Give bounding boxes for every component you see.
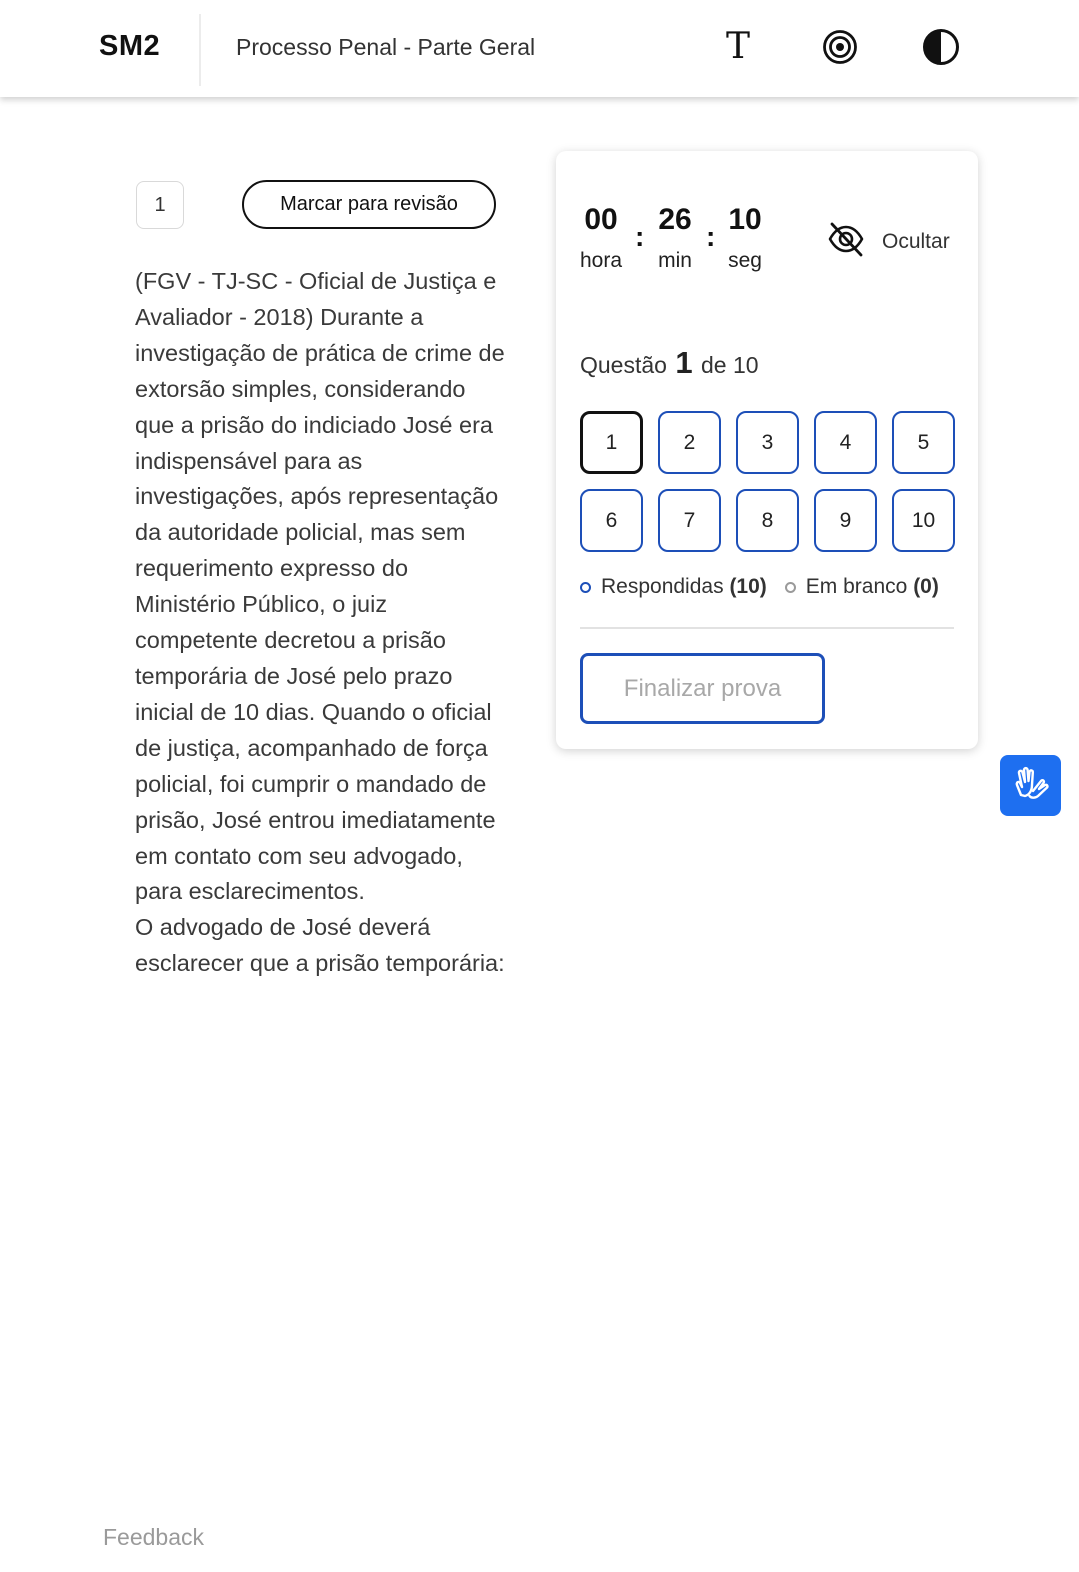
contrast-icon[interactable] (918, 24, 964, 70)
question-nav-button[interactable]: 3 (736, 411, 799, 474)
legend-answered-label: Respondidas (601, 575, 724, 598)
exam-panel (556, 151, 978, 749)
timer-seconds (722, 205, 768, 273)
question-paragraph: O advogado de José deverá esclarecer que a prisão temporária: (135, 914, 505, 977)
libras-accessibility-button[interactable] (1000, 755, 1061, 816)
question-nav-button[interactable]: 5 (892, 411, 955, 474)
finish-exam-button[interactable]: Finalizar prova (580, 653, 825, 724)
counter-suffix: de 10 (700, 352, 759, 378)
question-number-box: 1 (136, 181, 184, 229)
app-logo[interactable]: SM2 (99, 30, 161, 62)
timer-hours-value: 00 (584, 203, 618, 236)
header-divider (199, 14, 201, 86)
eye-off-icon (826, 219, 866, 264)
question-nav-button[interactable]: 8 (736, 489, 799, 552)
blank-dot-icon (785, 582, 796, 593)
target-icon[interactable] (817, 24, 863, 70)
panel-divider (580, 627, 954, 629)
timer-seconds-value: 10 (728, 203, 762, 236)
timer-hours-label: hora (579, 249, 623, 272)
mark-for-review-button[interactable]: Marcar para revisão (242, 180, 496, 229)
timer-seconds-label: seg (728, 249, 762, 272)
hide-timer-label: Ocultar (882, 229, 950, 253)
timer-hours (578, 205, 624, 273)
hide-timer-button[interactable] (826, 219, 950, 264)
legend-answered-count: (10) (729, 575, 767, 598)
answered-dot-icon (580, 582, 591, 593)
legend-blank (785, 575, 939, 599)
feedback-link[interactable]: Feedback (103, 1524, 205, 1550)
course-title: Processo Penal - Parte Geral (236, 34, 536, 60)
question-nav-button[interactable]: 1 (580, 411, 643, 474)
timer-separator: : (706, 221, 716, 252)
question-statement (135, 264, 505, 982)
question-nav-button[interactable]: 7 (658, 489, 721, 552)
counter-prefix: Questão (580, 352, 667, 378)
timer-separator: : (635, 221, 645, 252)
question-nav-button[interactable]: 10 (892, 489, 955, 552)
question-nav-button[interactable]: 4 (814, 411, 877, 474)
top-header (0, 0, 1079, 97)
legend-blank-count: (0) (913, 575, 939, 598)
question-nav-button[interactable]: 6 (580, 489, 643, 552)
timer-minutes-label: min (658, 249, 692, 272)
question-nav-button[interactable]: 9 (814, 489, 877, 552)
legend-answered (580, 575, 767, 599)
sign-language-hands-icon (1011, 763, 1051, 808)
question-nav-button[interactable]: 2 (658, 411, 721, 474)
question-paragraph: (FGV - TJ-SC - Oficial de Justiça e Avaliador - 2018) Durante a investigação de prática de crime de extorsão simples, considerando que a prisão do indiciado José era indispensável para as investigações, após representação da autoridade policial, mas sem requerimento expresso do Ministério Público, o juiz competente decretou a prisão temporária de José pelo prazo inicial de 10 dias. Quando o oficial de justiça, acompanhado de força policial, foi cumprir o mandado de prisão, José entrou imediatamente em contato com seu advogado, para esclarecimentos. (135, 268, 505, 905)
legend-blank-label: Em branco (805, 575, 908, 598)
timer-minutes (652, 205, 698, 273)
question-counter (580, 345, 759, 381)
counter-current: 1 (675, 345, 693, 380)
timer-minutes-value: 26 (658, 203, 692, 236)
answer-legend (580, 575, 956, 599)
font-size-icon[interactable]: T (725, 26, 750, 67)
